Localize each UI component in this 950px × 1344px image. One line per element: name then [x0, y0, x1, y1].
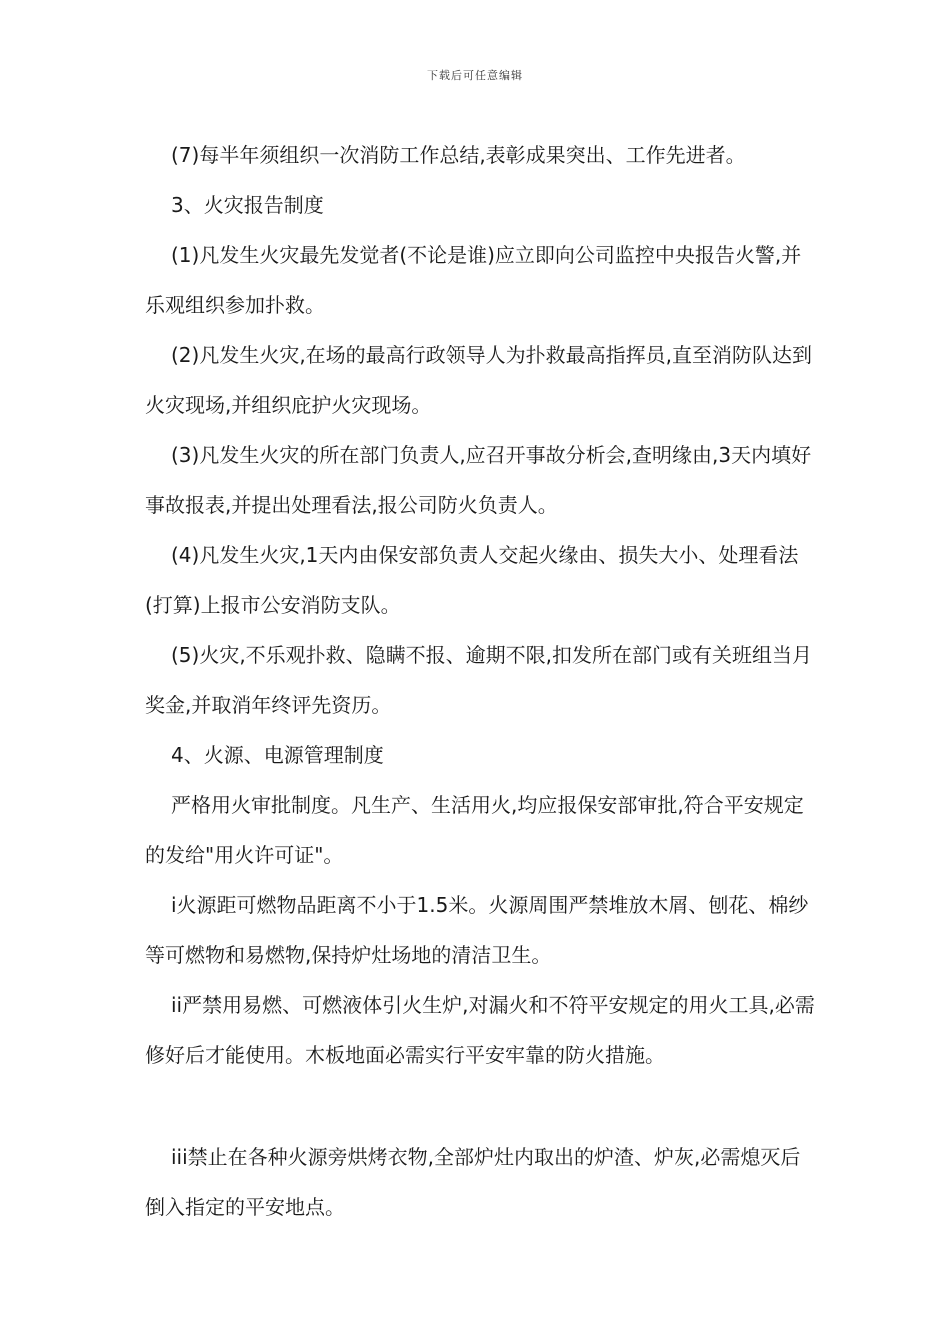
paragraph-item-ii: ii严禁用易燃、可燃液体引火生炉,对漏火和不符平安规定的用火工具,必需修好后才能使用。木板地面必需实行平安牢靠的防火措施。: [145, 993, 815, 1067]
section-heading-fire-power: 4、火源、电源管理制度: [171, 743, 384, 767]
paragraph-item-1: (1)凡发生火灾最先发觉者(不论是谁)应立即向公司监控中央报告火警,并乐观组织参加扑救。: [145, 243, 802, 317]
paragraph-item-4: (4)凡发生火灾,1天内由保安部负责人交起火缘由、损失大小、处理看法(打算)上报市公安消防支队。: [145, 543, 799, 617]
paragraph-item-2: (2)凡发生火灾,在场的最高行政领导人为扑救最高指挥员,直至消防队达到火灾现场,并组织庇护火灾现场。: [145, 343, 813, 417]
paragraph-gap: [145, 1080, 815, 1132]
paragraph-item-iii: iii禁止在各种火源旁烘烤衣物,全部炉灶内取出的炉渣、炉灰,必需熄灭后倒入指定的平安地点。: [145, 1145, 801, 1219]
paragraph-item-3: (3)凡发生火灾的所在部门负责人,应召开事故分析会,查明缘由,3天内填好事故报表,并提出处理看法,报公司防火负责人。: [145, 443, 812, 517]
paragraph-fire-approval: 严格用火审批制度。凡生产、生活用火,均应报保安部审批,符合平安规定的发给"用火许可证"。: [145, 793, 804, 867]
paragraph-item-i: i火源距可燃物品距离不小于1.5米。火源周围严禁堆放木屑、刨花、棉纱等可燃物和易燃物,保持炉灶场地的清洁卫生。: [145, 893, 809, 967]
section-heading-fire-report: 3、火灾报告制度: [171, 193, 324, 217]
document-body: [145, 130, 815, 1232]
page-header: 下载后可任意编辑: [427, 69, 523, 82]
paragraph-item-5: (5)火灾,不乐观扑救、隐瞒不报、逾期不限,扣发所在部门或有关班组当月奖金,并取消年终评先资历。: [145, 643, 813, 717]
paragraph-item-7: (7)每半年须组织一次消防工作总结,表彰成果突出、工作先进者。: [171, 143, 746, 167]
